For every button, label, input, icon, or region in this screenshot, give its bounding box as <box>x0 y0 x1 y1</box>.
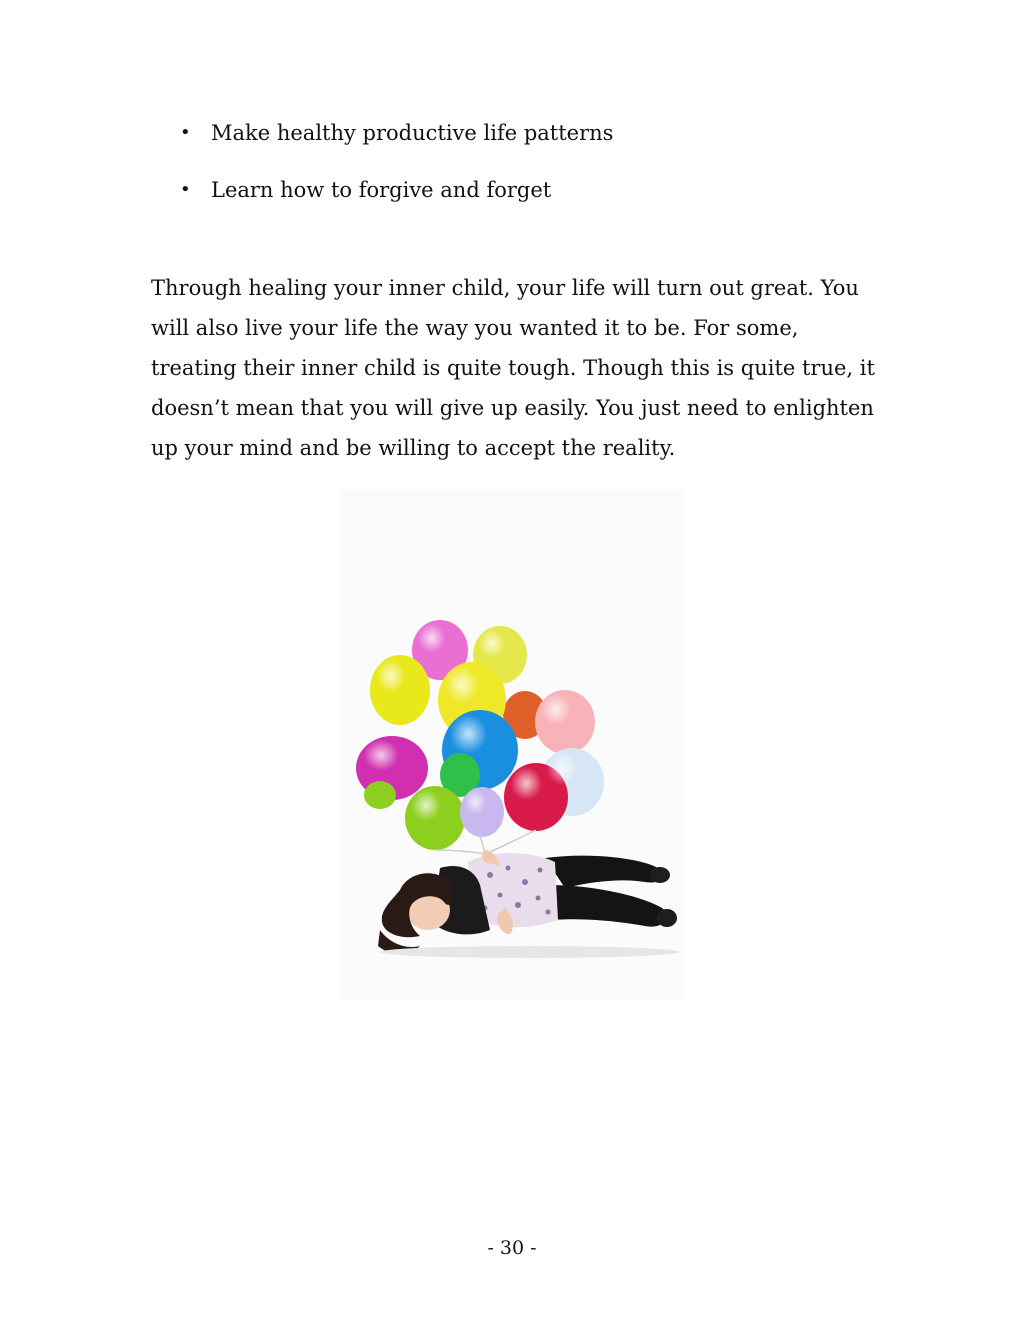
girl-with-balloons-photo <box>340 490 685 1000</box>
page-number: - 30 - <box>487 1237 537 1259</box>
bullet-icon: • <box>180 122 191 143</box>
body-paragraph: Through healing your inner child, your life will turn out great. You will also live your life the way you wanted it to be. For some, treating their inner child is quite tough. Though this is quite true, it doesn’t mean that you will give up easily. You just need to enlighten up your mind and be willing to accept the reality. <box>151 276 875 460</box>
bullet-text: Learn how to forgive and forget <box>211 178 552 202</box>
bullet-icon: • <box>180 179 191 200</box>
bullet-text: Make healthy productive life patterns <box>211 121 614 145</box>
